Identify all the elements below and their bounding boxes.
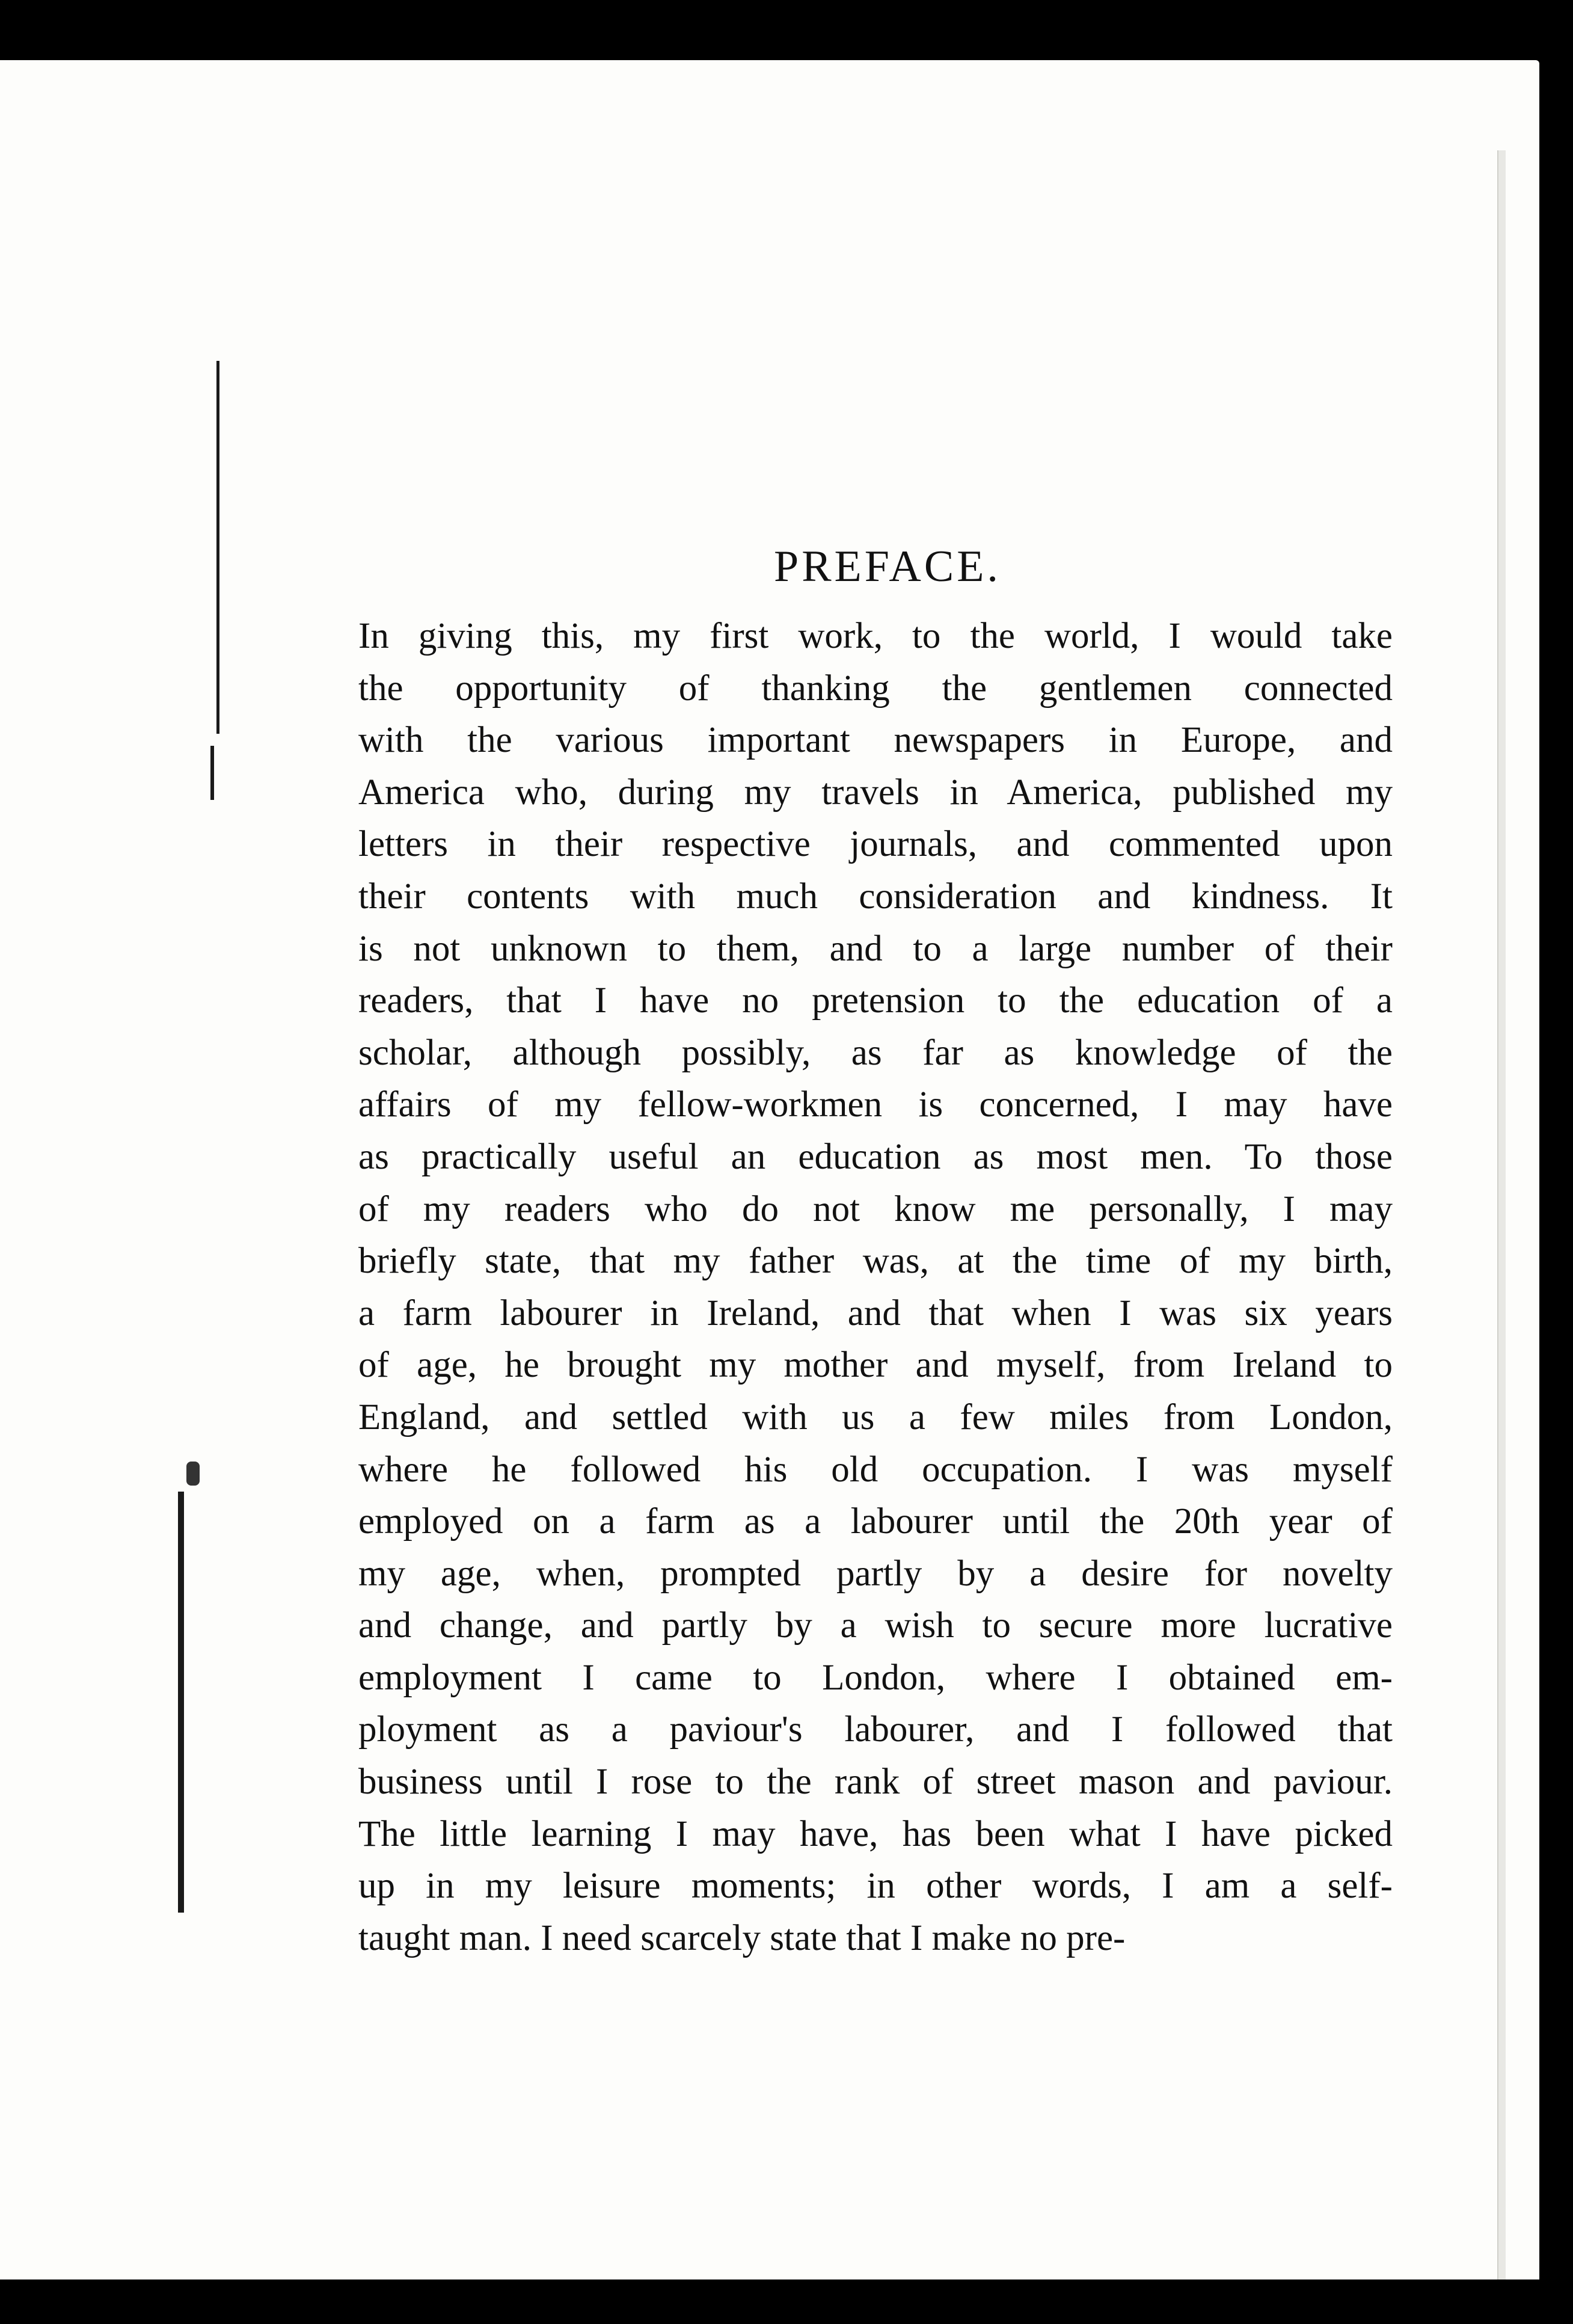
page-edge (1497, 150, 1506, 2292)
text-line: scholar, although possibly, as far as knowledge of the (358, 1032, 1393, 1073)
text-line: of my readers who do not know me personally, I may (358, 1188, 1393, 1229)
text-line: taught man. I need scarcely state that I make no pre- (358, 1917, 1126, 1958)
text-line: with the various important newspapers in Europe, and (358, 720, 1393, 761)
text-line: where he followed his old occupation. I was myself (358, 1449, 1393, 1490)
text-line: In giving this, my first work, to the world, I would take (358, 616, 1393, 656)
text-line: letters in their respective journals, and commented upon (358, 824, 1393, 865)
text-line: is not unknown to them, and to a large number of their (358, 928, 1393, 969)
margin-mark (210, 746, 214, 800)
text-line: my age, when, prompted partly by a desire for novelty (358, 1553, 1393, 1594)
text-line: up in my leisure moments; in other words, I am a self- (358, 1866, 1393, 1907)
page-content (358, 541, 1393, 1964)
text-line: affairs of my fellow-workmen is concerned, I may have (358, 1084, 1393, 1125)
margin-mark (216, 361, 219, 734)
text-line: briefly state, that my father was, at the time of my birth, (358, 1241, 1393, 1282)
margin-mark (186, 1462, 200, 1486)
text-line: the opportunity of thanking the gentlemen connected (358, 668, 1393, 709)
text-line: and change, and partly by a wish to secure more lucrative (358, 1605, 1393, 1646)
text-line: The little learning I may have, has been what I have picked (358, 1813, 1393, 1854)
page-title: PREFACE. (774, 542, 1001, 591)
body-text (358, 610, 1393, 1964)
margin-mark (178, 1492, 184, 1913)
text-line: their contents with much consideration and kindness. It (358, 876, 1393, 917)
text-line: of age, he brought my mother and myself, from Ireland to (358, 1345, 1393, 1386)
text-line: America who, during my travels in America, published my (358, 772, 1393, 813)
text-line: employment I came to London, where I obtained em- (358, 1657, 1393, 1698)
scan-top-border (0, 0, 1573, 60)
text-line: readers, that I have no pretension to the education of a (358, 980, 1393, 1021)
text-line: a farm labourer in Ireland, and that when I was six years (358, 1293, 1393, 1333)
text-line: business until I rose to the rank of street mason and paviour. (358, 1762, 1393, 1803)
text-line: employed on a farm as a labourer until the 20th year of (358, 1501, 1393, 1542)
scan-bottom-border (0, 2279, 1573, 2324)
text-line: England, and settled with us a few miles from London, (358, 1397, 1393, 1437)
text-line: as practically useful an education as most men. To those (358, 1136, 1393, 1177)
text-line: ployment as a paviour's labourer, and I followed that (358, 1709, 1393, 1750)
